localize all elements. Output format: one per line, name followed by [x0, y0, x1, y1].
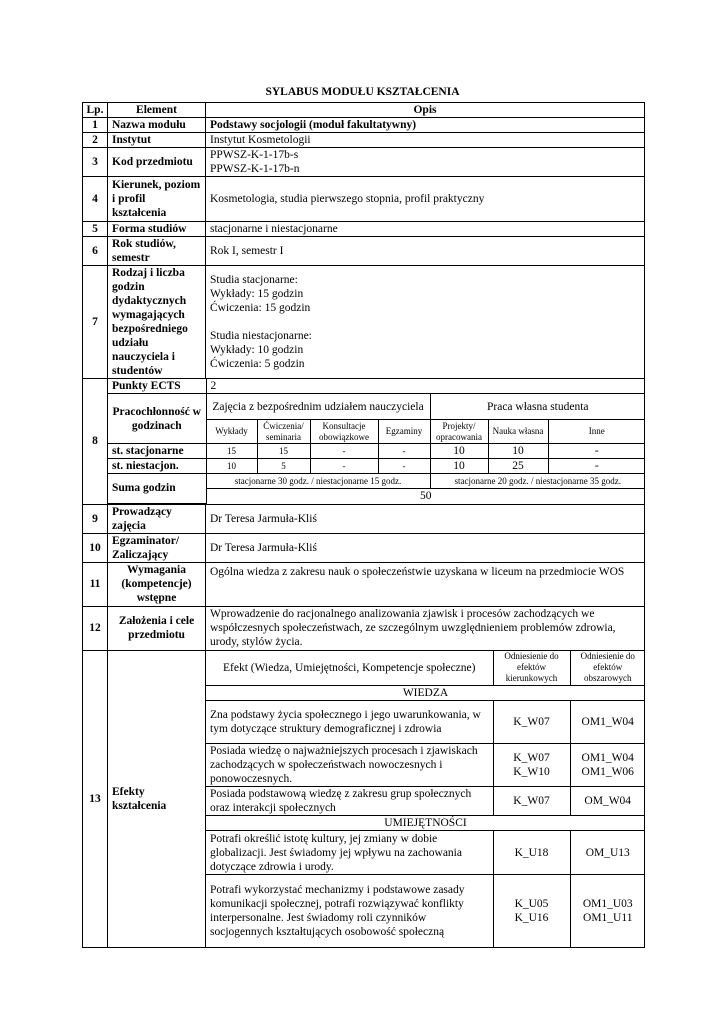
outcome-text: Potrafi określić istotę kultury, jej zmiany w dobie globalizacji. Jest świadomy jej wpływu na zachowania dotyczące zdrowia i urody.: [206, 831, 493, 875]
hours-cell: 10: [488, 444, 548, 459]
year-semester-value: Rok I, semestr I: [206, 237, 645, 266]
row-number: 11: [83, 562, 108, 606]
stationary-label: st. stacjonarne: [108, 444, 206, 459]
row-label: Nazwa modułu: [108, 118, 206, 133]
row-number: 2: [83, 133, 108, 148]
area-code: OM1_W04: [570, 701, 645, 744]
ects-label: Punkty ECTS: [108, 379, 206, 394]
row-label: Wymagania (kompetencje) wstępne: [108, 562, 206, 606]
hours-cell: 15: [257, 444, 310, 459]
hours-cell: 5: [257, 459, 310, 474]
table-row: [83, 266, 645, 379]
hours-cell: 10: [430, 459, 488, 474]
table-row: [83, 118, 645, 133]
institute-value: Instytut Kosmetologii: [206, 133, 645, 148]
table-row: [83, 237, 645, 266]
header-opis: Opis: [206, 103, 645, 118]
row-label: Prowadzący zajęcia: [108, 504, 206, 533]
hours-cell: -: [378, 444, 430, 459]
sum-own: stacjonarne 20 godz. / niestacjonarne 35 godz.: [430, 474, 645, 489]
study-form-value: stacjonarne i niestacjonarne: [206, 222, 645, 237]
row-label: Instytut: [108, 133, 206, 148]
hours-cell: 10: [206, 459, 257, 474]
table-row: [83, 133, 645, 148]
outcome-text: Zna podstawy życia społecznego i jego uwarunkowania, w tym dotyczące struktury demograficznej i zdrowia: [206, 701, 493, 744]
outcome-row: [206, 744, 645, 787]
hours-cell: 15: [206, 444, 257, 459]
row-number: 3: [83, 148, 108, 177]
code-line: OM1_U03: [582, 897, 633, 910]
row-number: 1: [83, 118, 108, 133]
row-number: 9: [83, 504, 108, 533]
outcome-text: Posiada podstawową wiedzę z zakresu grup społecznych oraz interakcji społecznych: [206, 787, 493, 816]
table-header-row: [83, 103, 645, 118]
code-line: OM1_W06: [581, 766, 634, 778]
hours-line: Wykłady: 15 godzin: [210, 288, 304, 300]
row-number: 12: [83, 606, 108, 650]
header-lp: Lp.: [83, 103, 108, 118]
table-row: [83, 562, 645, 606]
code-line: K_U05: [514, 897, 549, 910]
outcome-text: Potrafi wykorzystać mechanizmy i podstawowe zasady komunikacji społecznej, potrafi rozwiązywać konflikty interpersonalne. Jest świadomy roli czynników socjogennych kształtujących osobowość społeczną: [206, 875, 493, 947]
direction-code: [493, 875, 570, 947]
col-header: Nauka własna: [488, 420, 548, 444]
row-number: 5: [83, 222, 108, 237]
direction-code: K_W07: [493, 787, 570, 816]
area-code: OM_W04: [570, 787, 645, 816]
table-row: [83, 650, 645, 947]
code-line: K_U16: [514, 911, 549, 924]
row-number: 7: [83, 266, 108, 379]
hours-value: [206, 266, 645, 379]
col-header: Konsultacje obowiązkowe: [310, 420, 378, 444]
outcome-header: Efekt (Wiedza, Umiejętności, Kompetencje społeczne): [206, 651, 493, 686]
own-work-header: Praca własna studenta: [430, 394, 645, 420]
non-stationary-label: st. niestacjon.: [108, 459, 206, 474]
direct-hours-header: Zajęcia z bezpośrednim udziałem nauczyciela: [206, 394, 430, 420]
table-row: [83, 533, 645, 562]
row-label: Kierunek, poziom i profil kształcenia: [108, 177, 206, 222]
col-header: Egzaminy: [378, 420, 430, 444]
row-label: Założenia i cele przedmiotu: [108, 606, 206, 650]
code-line: OM1_W04: [581, 752, 634, 764]
outcome-row: [206, 831, 645, 875]
code-line: K_W10: [513, 766, 550, 778]
hours-cell: -: [310, 444, 378, 459]
code-line: K_W07: [513, 752, 550, 764]
row-number: 4: [83, 177, 108, 222]
hours-cell: 25: [488, 459, 548, 474]
hours-line: Ćwiczenia: 5 godzin: [210, 358, 305, 370]
hours-line: Wykłady: 10 godzin: [210, 344, 304, 356]
outcomes-table: [206, 651, 645, 947]
area-code: OM_U13: [570, 831, 645, 875]
direction-code: [493, 744, 570, 787]
course-code-line: PPWSZ-K-1-17b-s: [210, 149, 299, 161]
stationary-row: [108, 444, 645, 459]
module-name: Podstawy socjologii (moduł fakultatywny): [206, 118, 645, 133]
sum-direct: stacjonarne 30 godz. / niestacjonarne 15 godz.: [206, 474, 430, 489]
hours-line: Ćwiczenia: 15 godzin: [210, 302, 311, 314]
examiner-value: Dr Teresa Jarmuła-Kliś: [206, 533, 645, 562]
row-number: 10: [83, 533, 108, 562]
workload-label: Pracochłonność w godzinach: [108, 394, 206, 444]
section-knowledge: WIEDZA: [206, 686, 645, 701]
document-title: SYLABUS MODUŁU KSZTAŁCENIA: [265, 86, 460, 98]
area-header: Odniesienie do efektów obszarowych: [570, 651, 645, 686]
non-stationary-row: [108, 459, 645, 474]
col-header: Wykłady: [206, 420, 257, 444]
table-row: [83, 148, 645, 177]
course-code-line: PPWSZ-K-1-17b-n: [210, 163, 300, 175]
row-label: Rok studiów, semestr: [108, 237, 206, 266]
table-row: [83, 177, 645, 222]
header-element: Element: [108, 103, 206, 118]
outcome-row: [206, 875, 645, 947]
code-line: OM1_U11: [583, 911, 633, 924]
row-number: 13: [83, 650, 108, 947]
col-header: Ćwiczenia/ seminaria: [257, 420, 310, 444]
hours-cell: -: [310, 459, 378, 474]
outcome-row: [206, 701, 645, 744]
sum-total: 50: [420, 490, 432, 502]
course-code: [206, 148, 645, 177]
lecturer-value: Dr Teresa Jarmuła-Kliś: [206, 504, 645, 533]
direction-header: Odniesienie do efektów kierunkowych: [493, 651, 570, 686]
row-label: Kod przedmiotu: [108, 148, 206, 177]
table-row: [83, 379, 645, 505]
row-number: 8: [83, 379, 108, 505]
hours-line: Studia niestacjonarne:: [210, 330, 312, 342]
hours-cell: -: [548, 459, 645, 474]
syllabus-table: [82, 102, 645, 948]
col-header: Projekty/ opracowania: [430, 420, 488, 444]
area-code: [570, 875, 645, 947]
requirements-value: Ogólna wiedza z zakresu nauk o społeczeństwie uzyskana w liceum na przedmiocie WOS: [206, 562, 645, 606]
ects-table: [108, 379, 645, 504]
row-number: 6: [83, 237, 108, 266]
outcome-text: Posiada wiedzę o najważniejszych procesach i zjawiskach zachodzących w społeczeństwach nowoczesnych i ponowoczesnych.: [206, 744, 493, 787]
sum-label: Suma godzin: [108, 474, 206, 504]
hours-cell: -: [548, 444, 645, 459]
direction-code: K_W07: [493, 701, 570, 744]
table-row: [83, 504, 645, 533]
objectives-value: Wprowadzenie do racjonalnego analizowania zjawisk i procesów zachodzących we współczesnych społeczeństwach, ze szczególnym uwzględnieniem problemów zdrowia, urody, stylów życia.: [206, 606, 645, 650]
col-header: Inne: [548, 420, 645, 444]
learning-outcomes: [206, 650, 645, 947]
direction-code: K_U18: [493, 831, 570, 875]
hours-line: Studia stacjonarne:: [210, 274, 298, 286]
row-label: Egzaminator/ Zaliczający: [108, 533, 206, 562]
row-label: Efekty kształcenia: [108, 650, 206, 947]
table-row: [83, 606, 645, 650]
ects-section: [108, 379, 645, 505]
table-row: [83, 222, 645, 237]
hours-cell: -: [378, 459, 430, 474]
hours-cell: 10: [430, 444, 488, 459]
field-value: Kosmetologia, studia pierwszego stopnia, profil praktyczny: [206, 177, 645, 222]
section-skills: UMIEJĘTNOŚCI: [206, 816, 645, 831]
area-code: [570, 744, 645, 787]
ects-value: 2: [206, 379, 645, 394]
row-label: Forma studiów: [108, 222, 206, 237]
row-label: Rodzaj i liczba godzin dydaktycznych wymagających bezpośredniego udziału nauczyciela i studentów: [108, 266, 206, 379]
outcome-row: [206, 787, 645, 816]
